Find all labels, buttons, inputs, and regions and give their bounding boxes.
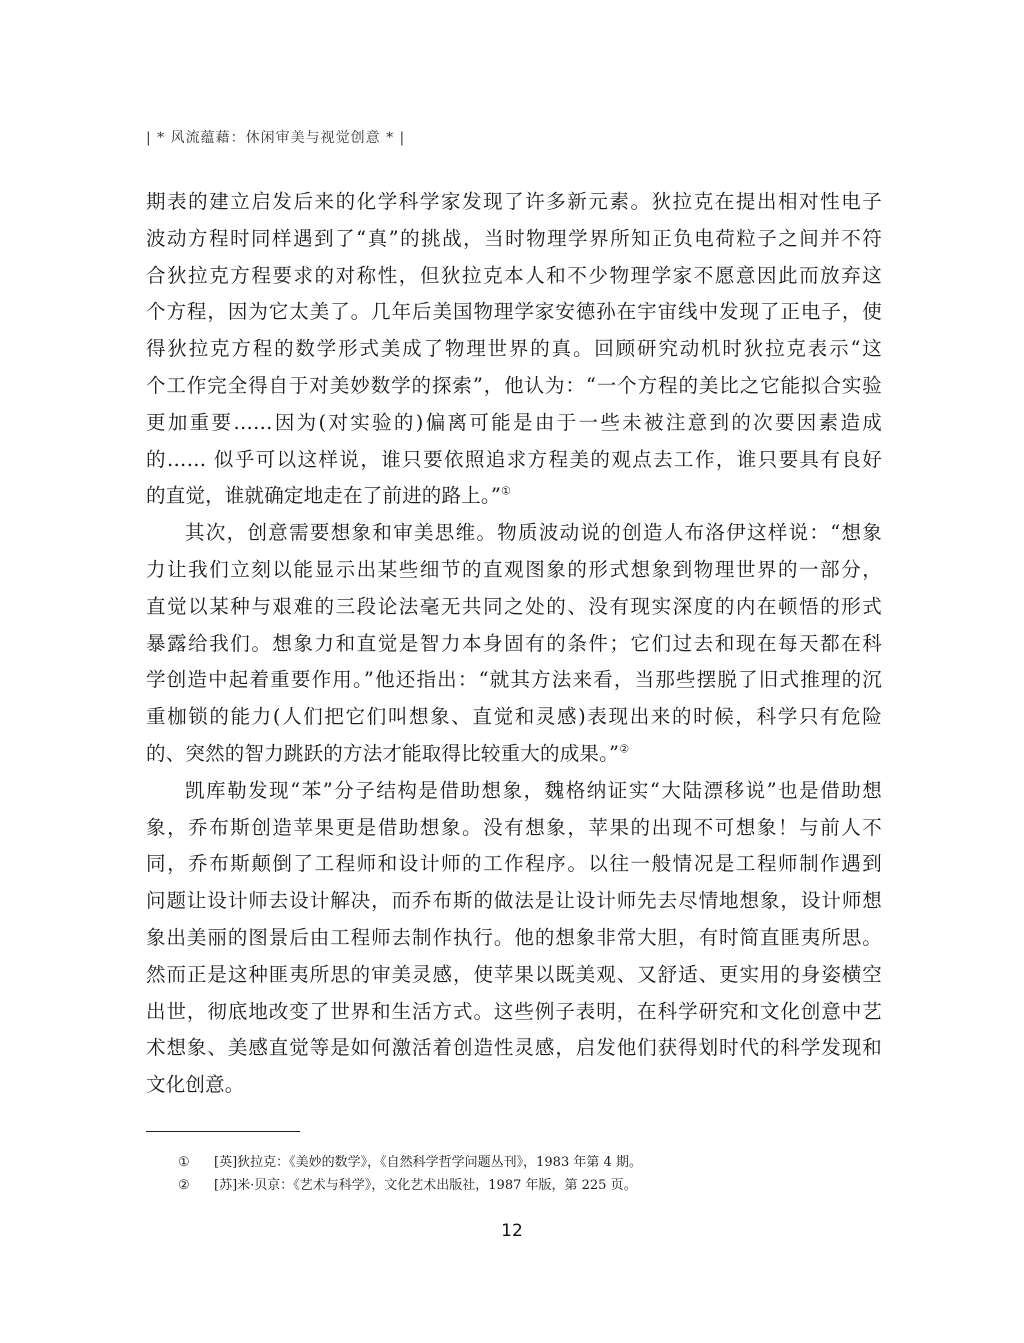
text-line: 个工作完全得自于对美妙数学的探索”，他认为：“一个方程的美比之它能拟合实验 bbox=[146, 373, 882, 397]
page-number: 12 bbox=[501, 1221, 523, 1241]
text-line: 直觉以某种与艰难的三段论法毫无共同之处的、没有现实深度的内在顿悟的形式 bbox=[146, 594, 882, 618]
text-line: 力让我们立刻以能显示出某些细节的直观图象的形式想象到物理世界的一部分， bbox=[146, 557, 882, 581]
text-line: 象，乔布斯创造苹果更是借助想象。没有想象，苹果的出现不可想象！与前人不 bbox=[146, 815, 882, 839]
text-line-content: 的、突然的智力跳跃的方法才能取得比较重大的成果。” bbox=[146, 741, 620, 765]
footnotes bbox=[178, 1151, 878, 1197]
text-line: 重枷锁的能力(人们把它们叫想象、直觉和灵感)表现出来的时候，科学只有危险 bbox=[146, 705, 882, 729]
text-line-content: 的直觉，谁就确定地走在了前进的路上。” bbox=[146, 484, 502, 508]
text-line: 的…… 似乎可以这样说，谁只要依照追求方程美的观点去工作，谁只要具有良好 bbox=[146, 447, 882, 471]
footnote-mark: ① bbox=[178, 1155, 190, 1170]
text-line: 然而正是这种匪夷所思的审美灵感，使苹果以既美观、又舒适、更实用的身姿横空 bbox=[146, 962, 882, 986]
text-line: 其次，创意需要想象和审美思维。物质波动说的创造人布洛伊这样说：“想象 bbox=[185, 521, 882, 545]
text-line: 期表的建立启发后来的化学科学家发现了许多新元素。狄拉克在提出相对性电子 bbox=[146, 190, 882, 213]
text-line: 暴露给我们。想象力和直觉是智力本身固有的条件；它们过去和现在每天都在科 bbox=[146, 631, 882, 655]
text-line: 象出美丽的图景后由工程师去制作执行。他的想象非常大胆，有时简直匪夷所思。 bbox=[146, 925, 882, 949]
text-line: 出世，彻底地改变了世界和生活方式。这些例子表明，在科学研究和文化创意中艺 bbox=[146, 999, 882, 1023]
text-line: 得狄拉克方程的数学形式美成了物理世界的真。回顾研究动机时狄拉克表示“这 bbox=[146, 337, 882, 361]
text-line bbox=[146, 736, 882, 773]
text-line: 波动方程时同样遇到了“真”的挑战，当时物理学界所知正负电荷粒子之间并不符 bbox=[146, 226, 882, 250]
text-line: 文化创意。 bbox=[146, 1073, 245, 1097]
running-head: | * 风流蕴藉：休闲审美与视觉创意 * | bbox=[146, 130, 406, 146]
footnote-ref-1[interactable]: ① bbox=[501, 484, 512, 498]
text-line: 合狄拉克方程要求的对称性，但狄拉克本人和不少物理学家不愿意因此而放弃这 bbox=[146, 263, 882, 287]
text-line: 学创造中起着重要作用。”他还指出：“就其方法来看，当那些摆脱了旧式推理的沉 bbox=[146, 668, 882, 692]
footnote-text: [苏]米·贝京：《艺术与科学》，文化艺术出版社，1987 年版，第 225 页。 bbox=[214, 1178, 637, 1193]
text-line: 个方程，因为它太美了。几年后美国物理学家安德孙在宇宙线中发现了正电子，使 bbox=[146, 300, 882, 324]
text-line: 术想象、美感直觉等是如何激活着创造性灵感，启发他们获得划时代的科学发现和 bbox=[146, 1036, 882, 1060]
footnote-divider bbox=[146, 1131, 300, 1132]
footnote-text: [英]狄拉克：《美妙的数学》，《自然科学哲学问题丛刊》，1983 年第 4 期。 bbox=[214, 1155, 642, 1170]
text-line bbox=[146, 478, 882, 515]
text-line: 凯库勒发现“苯”分子结构是借助想象，魏格纳证实“大陆漂移说”也是借助想 bbox=[185, 778, 882, 802]
footnote-mark: ② bbox=[178, 1178, 190, 1193]
text-line: 更加重要……因为(对实验的)偏离可能是由于一些未被注意到的次要因素造成 bbox=[146, 410, 882, 434]
body-text bbox=[146, 184, 882, 1104]
footnote-1 bbox=[178, 1151, 878, 1174]
text-line: 同，乔布斯颠倒了工程师和设计师的工作程序。以往一般情况是工程师制作遇到 bbox=[146, 852, 882, 876]
footnote-ref-2[interactable]: ② bbox=[619, 742, 630, 756]
text-line: 问题让设计师去设计解决，而乔布斯的做法是让设计师先去尽情地想象，设计师想 bbox=[146, 889, 882, 913]
footnote-2 bbox=[178, 1174, 878, 1197]
